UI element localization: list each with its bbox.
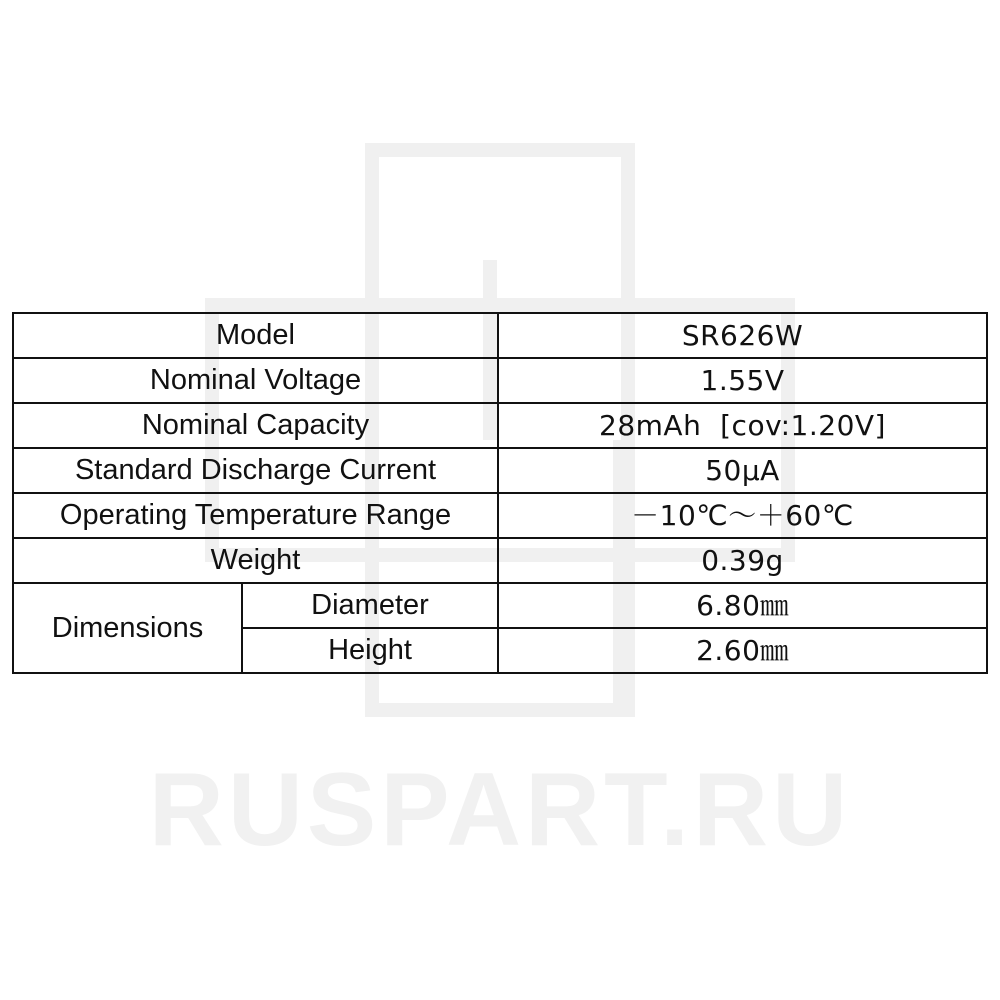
row-value-height: 2.60㎜ bbox=[498, 628, 987, 673]
row-label-dimensions: Dimensions bbox=[13, 583, 242, 673]
watermark-text: RUSPART.RU bbox=[148, 752, 852, 868]
row-sublabel-height: Height bbox=[242, 628, 498, 673]
row-value-nominal-capacity: 28mAh [cov:1.20V] bbox=[498, 403, 987, 448]
table-row bbox=[13, 583, 987, 628]
table-row bbox=[13, 358, 987, 403]
row-label-nominal-voltage: Nominal Voltage bbox=[13, 358, 498, 403]
row-value-discharge-current: 50μA bbox=[498, 448, 987, 493]
row-value-weight: 0.39g bbox=[498, 538, 987, 583]
row-label-nominal-capacity: Nominal Capacity bbox=[13, 403, 498, 448]
row-label-operating-temperature: Operating Temperature Range bbox=[13, 493, 498, 538]
row-label-weight: Weight bbox=[13, 538, 498, 583]
row-label-model: Model bbox=[13, 313, 498, 358]
row-value-diameter: 6.80㎜ bbox=[498, 583, 987, 628]
table-row bbox=[13, 538, 987, 583]
table-row bbox=[13, 448, 987, 493]
table-row bbox=[13, 493, 987, 538]
spec-table bbox=[12, 312, 988, 674]
row-value-operating-temperature: －10℃～＋60℃ bbox=[498, 493, 987, 538]
row-value-model: SR626W bbox=[498, 313, 987, 358]
table-row bbox=[13, 403, 987, 448]
row-label-discharge-current: Standard Discharge Current bbox=[13, 448, 498, 493]
table-row bbox=[13, 313, 987, 358]
row-value-nominal-voltage: 1.55V bbox=[498, 358, 987, 403]
row-sublabel-diameter: Diameter bbox=[242, 583, 498, 628]
